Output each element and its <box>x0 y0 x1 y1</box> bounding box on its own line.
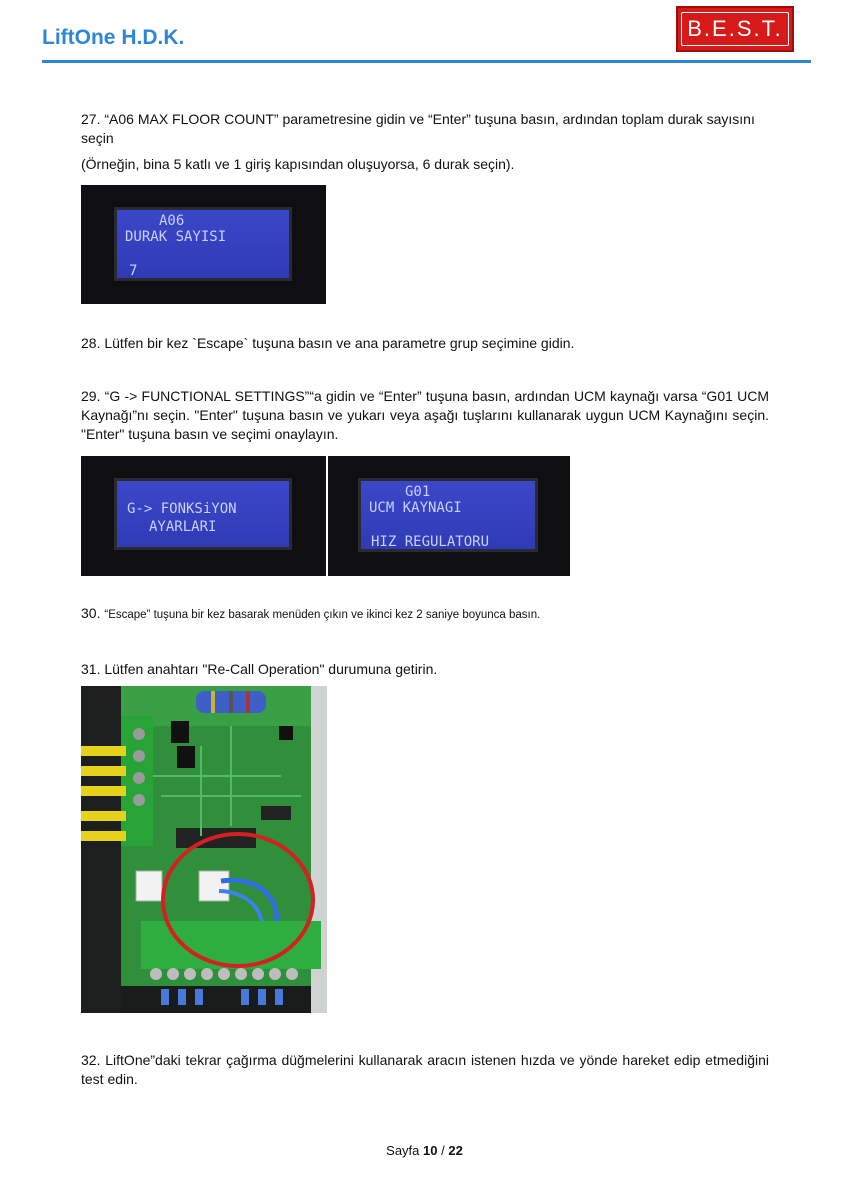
lcd-line-3: HIZ REGULATORU <box>371 534 490 550</box>
step-29-text: 29. “G -> FUNCTIONAL SETTINGS”“a gidin ve “Enter” tuşuna basın, ardından UCM kaynağı varsa “G01 UCM Kaynağı”nı seçin. "Enter" tuşuna basın ve yukarı veya aşağı tuşlarını kullanarak uygun UCM Kaynağını seçin. "Enter" tuşuna basın ve seçimi onaylayın. <box>81 388 769 442</box>
page-current: 10 <box>423 1143 438 1158</box>
best-logo <box>676 6 794 52</box>
step-30-text: “Escape” tuşuna bir kez basarak menüden çıkın ve ikinci kez 2 saniye boyunca basın. <box>104 609 541 621</box>
lcd-photo-functional-settings <box>81 456 326 576</box>
lcd-screen <box>114 207 292 281</box>
lcd-screen <box>358 478 538 552</box>
logo-text: B.E.S.T. <box>681 12 789 46</box>
page-footer <box>0 1143 849 1158</box>
page-label: Sayfa <box>386 1143 420 1158</box>
lcd-photo-a06 <box>81 185 326 304</box>
lcd-line-2: DURAK SAYISI <box>125 229 227 245</box>
page-total: 22 <box>448 1143 463 1158</box>
step-28-text: 28. Lütfen bir kez `Escape` tuşuna basın ve ana parametre grup seçimine gidin. <box>81 335 575 351</box>
step-27-example: (Örneğin, bina 5 katlı ve 1 giriş kapısından oluşuyorsa, 6 durak seçin). <box>81 156 515 172</box>
step-31-text: 31. Lütfen anahtarı "Re-Call Operation" durumuna getirin. <box>81 661 438 677</box>
lcd-line-1: A06 <box>159 213 185 229</box>
circuit-board-photo <box>81 686 327 1013</box>
step-32-text: 32. LiftOne”daki tekrar çağırma düğmelerini kullanarak aracın istenen hızda ve yönde hareket edip etmediğini test edin. <box>81 1052 769 1087</box>
header-divider <box>42 60 811 63</box>
lcd-photo-ucm-source <box>328 456 570 576</box>
lcd-line-1: G-> FONKSiYON <box>127 501 237 517</box>
lcd-line-2: UCM KAYNAGI <box>369 500 462 516</box>
lcd-line-3: 7 <box>129 263 138 279</box>
step-30 <box>81 604 769 625</box>
page-separator: / <box>441 1143 445 1158</box>
lcd-line-1: G01 <box>405 484 431 500</box>
lcd-line-2: AYARLARI <box>149 519 217 535</box>
step-27-text: 27. “A06 MAX FLOOR COUNT” parametresine gidin ve “Enter” tuşuna basın, ardından toplam durak sayısını seçin <box>81 111 755 146</box>
step-30-number: 30. <box>81 605 101 621</box>
lcd-screen <box>114 478 292 550</box>
document-title: LiftOne H.D.K. <box>42 26 185 49</box>
